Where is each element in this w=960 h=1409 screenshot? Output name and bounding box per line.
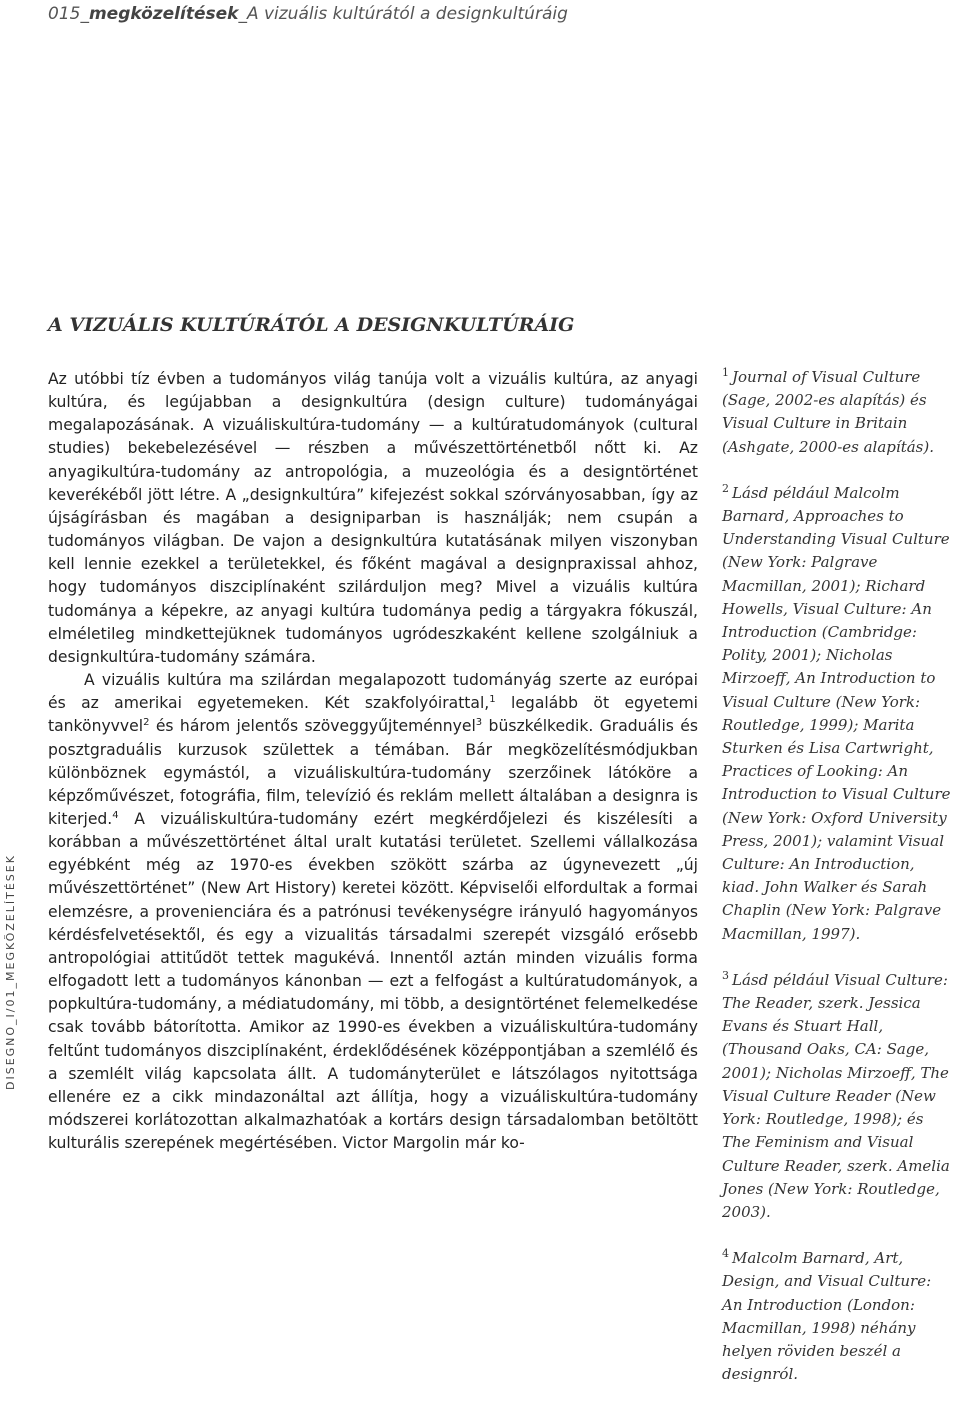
footnote-1: $^1$ Journal of Visual Culture (Sage, 2002-es alapítás) és Visual Culture in Britain (Ashgate, 2000-es alapítás). (722, 366, 934, 456)
footnote-ref-1[interactable]: 1 (489, 694, 496, 705)
footnote-ref-4[interactable]: 4 (112, 809, 119, 821)
page-number: 015_ (48, 4, 89, 24)
main-text-column (48, 368, 698, 1155)
running-header (48, 4, 568, 24)
footnote-3: $^3$ Lásd például Visual Culture: The Reader, szerk. Jessica Evans és Stuart Hall, (Thousand Oaks, CA: Sage, 2001); Nicholas Mirzoeff, The Visual Culture Reader (New York: Routledge, 1998); és The Feminism and Visual Culture Reader, szerk. Amelia Jones (New York: Routledge, 2003). (722, 968, 950, 1221)
footnotes-column (722, 366, 956, 1409)
article-title: A VIZUÁLIS KULTÚRÁTÓL A DESIGNKULTÚRÁIG (48, 314, 575, 336)
footnote-4: $^4$ Malcolm Barnard, Art, Design, and Visual Culture: An Introduction (London: Macmillan, 1998) néhány helyen röviden beszél a designról. (722, 1247, 932, 1384)
paragraph-1: Az utóbbi tíz évben a tudományos világ tanúja volt a vizuális kultúra, az anyagi kultúra, és legújabban a designkultúra (design culture) tudományágai megalapozásának. A vizuáliskultúra-tudomány — a kultúratudományok (cultural studies) bekebelezésével — részben a művészettörténetből nőtt ki. Az anyagikultúra-tudomány az antropológia, a muzeológia és a designtörténet keverékéből jött létre. A „designkultúra” kifejezést sokkal szórványosabban, így az újságírásban és magában a designiparban is használják; nem csupán a tudományos világban. De vajon a designkultúra kutatásának milyen viszonyban kell lennie ezekkel a területekkel, és főként magával a designpraxissal ahhoz, hogy tudományos diszciplínaként szilárduljon meg? Mivel a vizuális kultúra tudománya a képekre, az anyagi kultúra tudománya pedig a tárgyakra fókuszál, elméletileg mindkettejüknek tudományos ugródeszkaként kellene szolgálniuk a designkultúra-tudomány számára. (48, 370, 698, 666)
header-subtitle: _A vizuális kultúrától a designkultúráig (238, 4, 568, 24)
section-name: megközelítések (88, 4, 239, 24)
footnote-2: $^2$ Lásd például Malcolm Barnard, Approaches to Understanding Visual Culture (New York: Palgrave Macmillan, 2001); Richard Howells, Visual Culture: An Introduction (Cambridge: Polity, 2001); Nicholas Mirzoeff, An Introduction to Visual Culture (New York: Routledge, 1999); Marita Sturken és Lisa Cartwright, Practices of Looking: An Introduction to Visual Culture (New York: Oxford University Press, 2001); valamint Visual Culture: An Introduction, kiad. John Walker és Sarah Chaplin (New York: Palgrave Macmillan, 1997). (722, 481, 951, 943)
paragraph-2: A vizuális kultúra ma szilárdan megalapozott tudományág szerte az európai és az amerikai egyetemeken. Két szakfolyóirattal,$^1$ legalább öt egyetemi tankönyvvel$^2$ és három jelentős szöveggyűjteménnyel$^3$ büszkélkedik. Graduális és posztgraduális kurzusok születtek a témában. Bár megközelítésmódjukban különböznek egymástól, a vizuáliskultúra-tudomány szerzőinek látóköre a képzőművészet, fotográfia, film, televízió és reklám mellett általában a designra is kiterjed.$^4$ A vizuáliskultúra-tudomány ezért megkérdőjelezi és kiszélesíti a korábban a művészettörténet által uralt kutatási területet. Szellemi vállalkozása egyébként még az 1970-es években szökött szárba az úgynevezett „új művészettörténet” (New Art History) keretei között. Képviselői elfordultak a formai elemzésre, a provenienciára és a patrónusi tevékenységre irányuló hagyományos kérdésfelvetésektől, és egy a vizualitás társadalmi szerepét vizsgáló erősebb antropológiai attitűdöt tettek magukévá. Innentől aztán minden vizuális forma elfogadott lett a tudományos kánonban — ezt a felfogást a kultúratudományok, a popkultúra-tudomány, a médiatudomány, mi több, a designtörténet felemelkedése csak tovább bátorította. Amikor az 1990-es években a vizuáliskultúra-tudomány feltűnt tudományos diszciplínaként, érdeklődésének középpontjában a szemlélő és a szemlélt világ kapcsolata állt. A tudományterület e látszólagos nyitottsága ellenére ez a cikk mindazonáltal azt állítja, hogy a vizuáliskultúra-tudomány módszerei korlátozottan alkalmazhatóak a kortárs design társadalomban betöltött kulturális szerepének megértésében. Victor Margolin már ko- (48, 671, 699, 1153)
footnote-ref-2[interactable]: 2 (143, 717, 150, 729)
vertical-side-label: DISEGNO_I/01_MEGKÖZELÍTÉSEK (4, 854, 17, 1090)
footnote-ref-3[interactable]: 3 (475, 717, 483, 729)
